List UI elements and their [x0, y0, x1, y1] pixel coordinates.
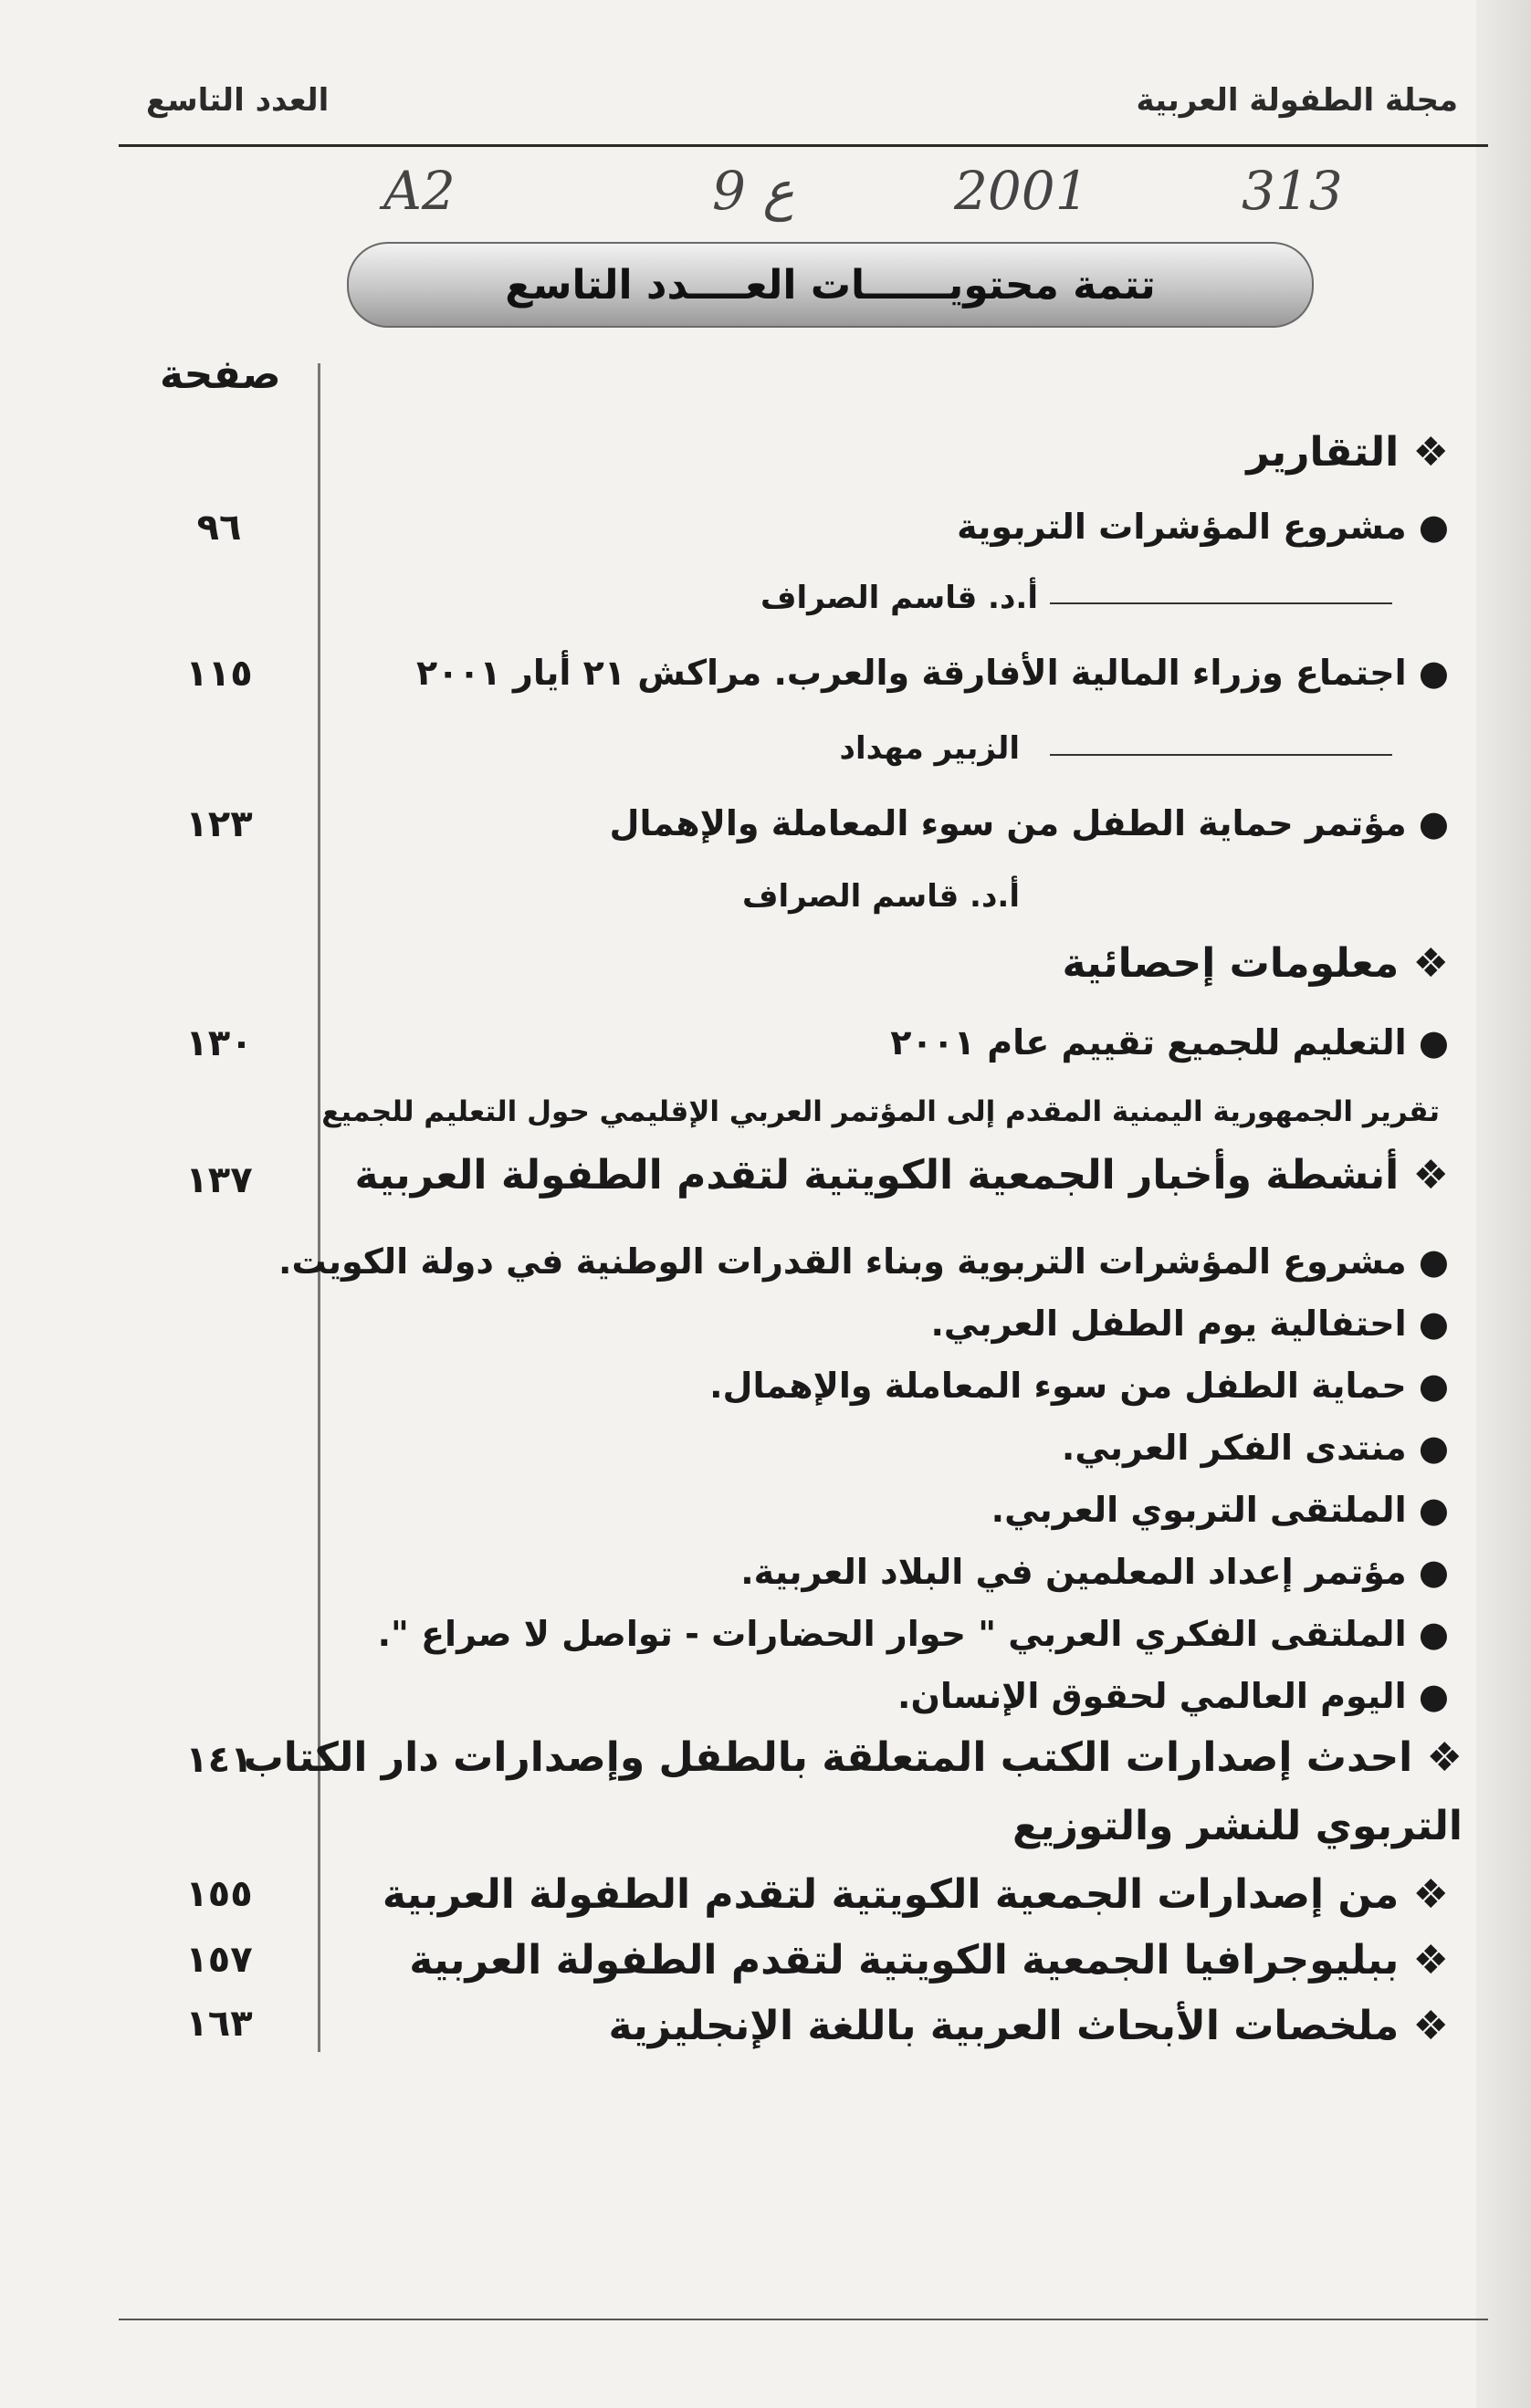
page-number: ١١٥ — [185, 653, 253, 695]
toc-item: ● مشروع المؤشرات التربوية — [957, 507, 1449, 547]
toc-item: ● اجتماع وزراء المالية الأفارقة والعرب. مراكش ٢١ أيار ٢٠٠١ — [415, 653, 1449, 693]
page-number: ١٢٣ — [185, 803, 253, 845]
section-activities: ❖ أنشطة وأخبار الجمعية الكويتية لتقدم الطفولة العربية — [354, 1152, 1449, 1199]
page-column-label: صفحة — [160, 351, 281, 398]
toc-item: ● مؤتمر حماية الطفل من سوء المعاملة والإهمال — [609, 803, 1449, 843]
section-publications: ❖ احدث إصدارات الكتب المتعلقة بالطفل وإصدارات دار الكتاب — [243, 1734, 1463, 1781]
toc-item: ● احتفالية يوم الطفل العربي. — [930, 1303, 1449, 1344]
contents-banner: تتمة محتويــــــات العــــدد التاسع — [347, 242, 1314, 328]
section-society-publications: ❖ من إصدارات الجمعية الكويتية لتقدم الطفولة العربية — [382, 1871, 1449, 1918]
header-rule — [119, 144, 1488, 147]
toc-item: ● اليوم العالمي لحقوق الإنسان. — [897, 1676, 1449, 1716]
page-edge-shadow — [1476, 0, 1531, 2408]
toc-item: ● الملتقى الفكري العربي " حوار الحضارات - تواصل لا صراع ". — [377, 1614, 1449, 1654]
page-number: ١٦٣ — [185, 2003, 253, 2045]
toc-author: أ.د. قاسم الصراف — [742, 878, 1020, 915]
author-leader-line — [1050, 602, 1392, 604]
toc-item: ● مشروع المؤشرات التربوية وبناء القدرات الوطنية في دولة الكويت. — [278, 1241, 1449, 1282]
section-publications-cont: التربوي للنشر والتوزيع — [1012, 1803, 1463, 1849]
section-reports: ❖ التقارير — [1246, 429, 1449, 476]
handwritten-year: 2001 — [954, 160, 1089, 222]
issue-label: العدد التاسع — [146, 82, 330, 119]
section-bibliography: ❖ ببليوجرافيا الجمعية الكويتية لتقدم الطفولة العربية — [409, 1937, 1449, 1984]
page-number: ١٣٧ — [185, 1159, 253, 1201]
toc-item: ● مؤتمر إعداد المعلمين في البلاد العربية. — [740, 1552, 1449, 1592]
page-number: ٩٦ — [196, 507, 242, 549]
toc-author: الزبير مهداد — [839, 730, 1020, 767]
handwritten-issue: ع 9 — [712, 160, 794, 222]
column-divider — [318, 363, 320, 2052]
author-leader-line — [1050, 754, 1392, 756]
section-abstracts: ❖ ملخصات الأبحاث العربية باللغة الإنجليزية — [608, 2003, 1449, 2049]
page-number: ١٤١ — [185, 1739, 253, 1781]
journal-title: مجلة الطفولة العربية — [1136, 82, 1458, 119]
toc-item: ● منتدى الفكر العربي. — [1061, 1428, 1449, 1468]
toc-item: ● الملتقى التربوي العربي. — [991, 1490, 1449, 1530]
section-statistics: ❖ معلومات إحصائية — [1062, 940, 1449, 987]
toc-item: ● التعليم للجميع تقييم عام ٢٠٠١ — [890, 1022, 1449, 1063]
toc-author: أ.د. قاسم الصراف — [760, 580, 1038, 616]
toc-item: ● حماية الطفل من سوء المعاملة والإهمال. — [709, 1366, 1449, 1406]
handwritten-number: 313 — [1242, 160, 1343, 222]
page-number: ١٥٧ — [185, 1939, 253, 1981]
page-number: ١٥٥ — [185, 1873, 253, 1915]
handwritten-code: A2 — [383, 160, 456, 222]
toc-note: تقرير الجمهورية اليمنية المقدم إلى المؤتمر العربي الإقليمي حول التعليم للجميع — [321, 1095, 1440, 1128]
footer-rule — [119, 2319, 1488, 2320]
page-number: ١٣٠ — [185, 1022, 253, 1064]
